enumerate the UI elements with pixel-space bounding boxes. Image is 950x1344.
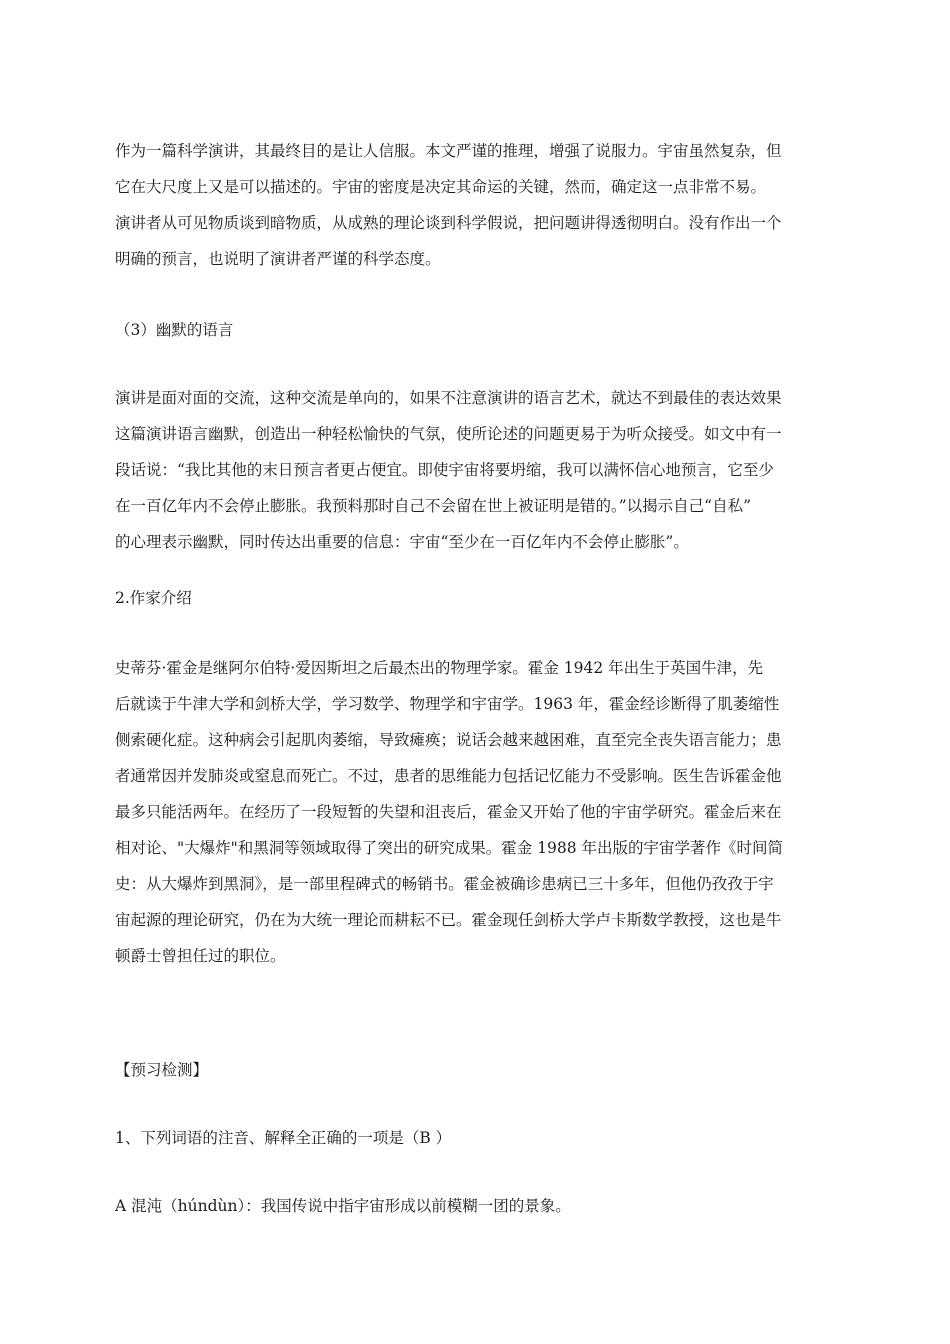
heading-humorous-language [115,312,840,348]
text-line: 演讲是面对面的交流，这种交流是单向的，如果不注意演讲的语言艺术，就达不到最佳的表达效果 [115,389,782,407]
heading-preview-check [115,1052,840,1088]
text-line: 演讲者从可见物质谈到暗物质，从成熟的理论谈到科学假说，把问题讲得透彻明白。没有作出一个 [115,214,782,232]
section-heading: 2.作家介绍 [115,589,192,607]
paragraph-humor [115,380,840,560]
question-text: 1、下列词语的注音、解释全正确的一项是（B ） [115,1129,452,1147]
text-line: 相对论、"大爆炸"和黑洞等领域取得了突出的研究成果。霍金 1988 年出版的宇宙学著作《时间简 [115,839,784,857]
text-line: 最多只能活两年。在经历了一段短暂的失望和沮丧后，霍金又开始了他的宇宙学研究。霍金后来在 [115,803,782,821]
text-line: 史：从大爆炸到黑洞》，是一部里程碑式的畅销书。霍金被确诊患病已三十多年，但他仍孜孜于宇 [115,875,774,893]
text-line: 史蒂芬·霍金是继阿尔伯特·爱因斯坦之后最杰出的物理学家。霍金 1942 年出生于英国牛津，先 [115,659,764,677]
text-line: 后就读于牛津大学和剑桥大学，学习数学、物理学和宇宙学。1963 年，霍金经诊断得了肌萎缩性 [115,695,780,713]
text-line: 者通常因并发肺炎或窒息而死亡。不过，患者的思维能力包括记忆能力不受影响。医生告诉霍金他 [115,767,782,785]
option-text: A 混沌（húndùn）：我国传说中指宇宙形成以前模糊一团的景象。 [115,1197,571,1215]
text-line: 顿爵士曾担任过的职位。 [115,947,286,965]
text-line: 侧索硬化症。这种病会引起肌肉萎缩，导致瘫痪；说话会越来越困难，直至完全丧失语言能力；患 [115,731,782,749]
text-line: 作为一篇科学演讲，其最终目的是让人信服。本文严谨的推理，增强了说服力。宇宙虽然复杂，但 [115,142,782,160]
option-a [115,1188,840,1224]
text-line: 段话说：“我比其他的末日预言者更占便宜。即使宇宙将要坍缩，我可以满怀信心地预言，它至少 [115,461,774,479]
paragraph-hawking-bio [115,650,840,974]
heading-author-intro [115,580,840,616]
section-heading: 【预习检测】 [115,1061,209,1079]
text-line: 宙起源的理论研究，仍在为大统一理论而耕耘不已。霍金现任剑桥大学卢卡斯数学教授，这也是牛 [115,911,782,929]
paragraph-persuasion [115,133,840,277]
question-1 [115,1120,840,1156]
text-line: 明确的预言，也说明了演讲者严谨的科学态度。 [115,250,441,268]
section-heading: （3）幽默的语言 [115,321,234,339]
text-line: 它在大尺度上又是可以描述的。宇宙的密度是决定其命运的关键，然而，确定这一点非常不易。 [115,178,767,196]
text-line: 这篇演讲语言幽默，创造出一种轻松愉快的气氛，使所论述的问题更易于为听众接受。如文中有一 [115,425,782,443]
text-line: 的心理表示幽默，同时传达出重要的信息：宇宙“至少在一百亿年内不会停止膨胀”。 [115,533,689,551]
text-line: 在一百亿年内不会停止膨胀。我预料那时自己不会留在世上被证明是错的。”以揭示自己“自私” [115,497,752,515]
